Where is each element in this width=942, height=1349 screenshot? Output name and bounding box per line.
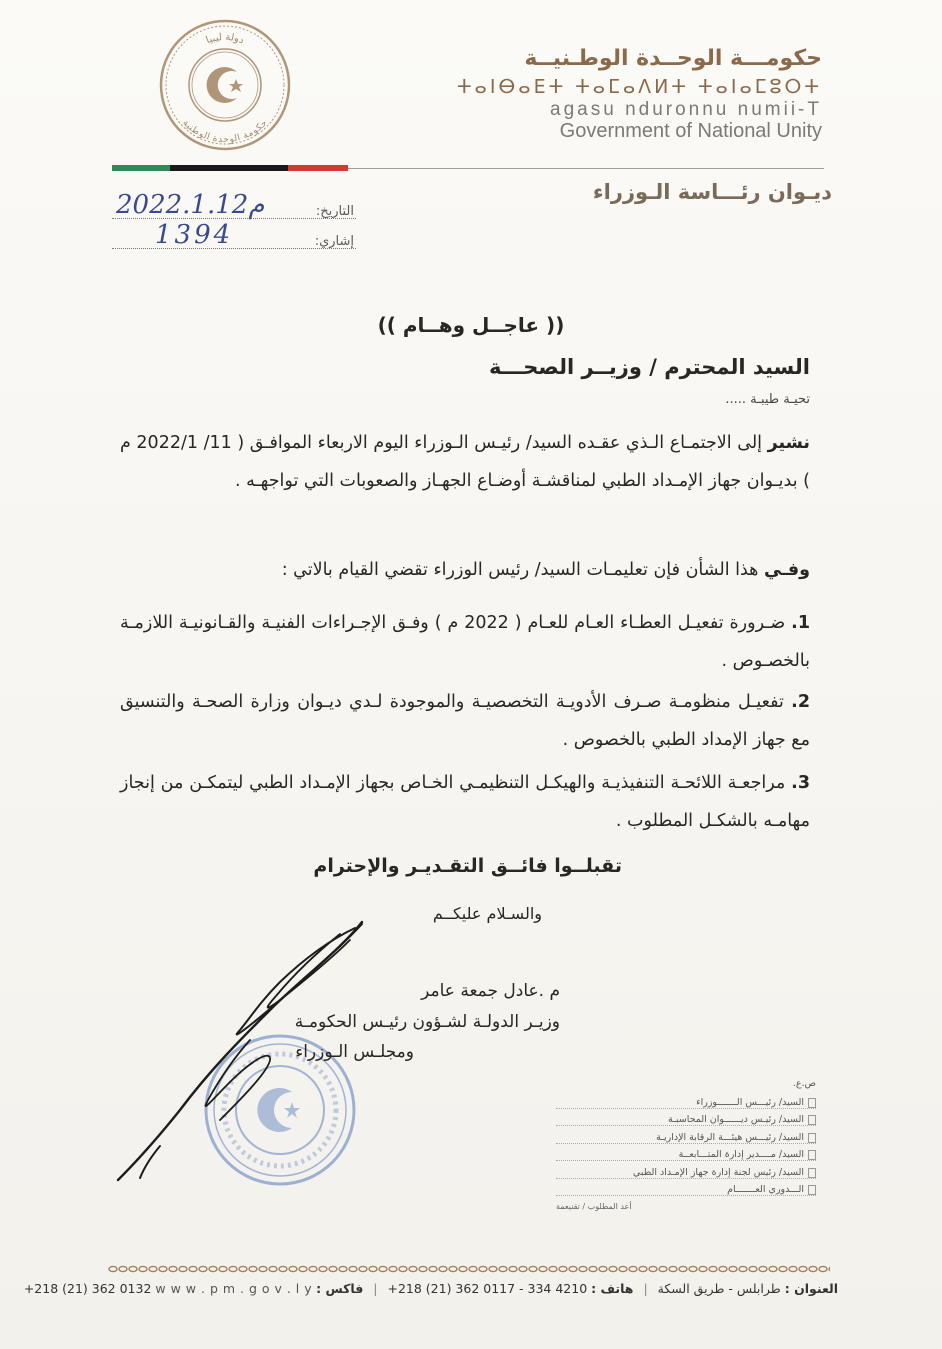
checkbox-icon [808,1098,816,1108]
government-seal-icon [158,18,292,152]
header-english: Government of National Unity [559,120,822,142]
date-value: 2022.1.12م [116,190,265,220]
cc-item: السيد/ رئيس لجنة إدارة جهاز الإمـداد الطبي [556,1162,816,1179]
closing: تقبلــوا فائــق التقـديـر والإحترام [313,855,622,877]
date-label: التاريخ: [315,204,354,219]
footer-separator: | [373,1281,378,1296]
checkbox-icon [808,1150,816,1160]
list-item-3-number: 3. [791,773,810,793]
cc-item: السيد/ رئيـــس هيئـــة الرقابة الإداريـة [556,1127,816,1144]
paragraph-1-lead: نشير [767,433,811,453]
seal-bottom-text: حكومة الوحدة الوطنية [180,118,270,146]
paragraph-2 [120,551,810,589]
greeting: تحيـة طيبـة ..... [725,392,810,407]
footer-fax: +218 (21) 362 0132 [23,1281,152,1296]
header-tifinagh: ⵜⴰⵏⴱⴰⴹⵜ ⵜⴰⵎⴰⴷⵍⵜ ⵜⴰⵏⴰⵎⵓⵔⵜ [456,76,822,98]
list-item-3-text: مراجعـة اللائحـة التنفيذيـة والهيكـل التنظيمـي الخـاص بجهاز الإمـداد الطبي ليتمكـن من إنجاز مهامـه بالشكـل المطلوب . [120,773,810,831]
header-latin-amazigh: agasu nduronnu numii-T [550,99,822,120]
list-item-2-number: 2. [791,692,810,712]
ref-dots [112,248,356,249]
footer-decorative-band [108,1264,830,1274]
checkbox-icon [808,1168,816,1178]
seal-top-text: دولة ليبيا [204,31,246,47]
footer-contact [23,1281,838,1296]
handwritten-signature [100,910,390,1190]
paragraph-1-text: إلى الاجتمـاع الـذي عقـده السيد/ رئيـس الـوزراء اليوم الاربعاء الموافـق ( 11/ 2022/1 م ) بديـوان جهاز الإمـداد الطبي لمناقشـة أوضـاع الجهـاز والصعوبات التي تواجهـه . [120,433,810,491]
paragraph-2-lead: وفـي [763,560,810,580]
footer-phone-label: هاتف : [591,1281,634,1296]
list-item-2-text: تفعيـل منظومـة صـرف الأدويـة التخصصيـة والموجودة لـدي ديـوان وزارة الصحـة والتنسيق مع جهاز الإمداد الطبي بالخصوص . [120,692,810,750]
checkbox-icon [808,1115,816,1125]
cc-item: السيد/ رئيـس ديــــــوان المحاسبـة [556,1110,816,1127]
cc-item: السيد/ مــــدير إدارة المتـــابعــة [556,1145,816,1162]
ref-label: إشاري: [314,234,354,249]
paragraph-1 [120,424,810,500]
cc-list [556,1078,816,1211]
ref-value: 1394 [155,220,234,250]
urgent-heading: (( عاجــل وهــام )) [377,313,565,337]
checkbox-icon [808,1185,816,1195]
header-divider [348,164,824,169]
signatory-title-2: ومجلـس الـوزراء [295,1042,414,1062]
flag-green [112,165,170,171]
salam: والسـلام عليكــم [432,904,542,923]
footer-address: طرابلس - طريق السكة [657,1281,781,1296]
flag-black [170,165,288,171]
flag-bar [112,164,824,172]
list-item-1-number: 1. [791,613,810,633]
cc-title: ص.ع. [792,1078,816,1089]
header-arabic: حكومـــة الوحــدة الوطـنيــة [524,46,822,71]
flag-red [288,165,348,171]
footer-website: w w w . p m . g o v . l y [155,1281,313,1296]
signatory-title: وزيـر الدولـة لشـؤون رئيـس الحكومـة [294,1012,560,1032]
cc-footnote: أعد المطلوب / تقنيعمة [556,1202,632,1211]
checkbox-icon [808,1133,816,1143]
footer-address-label: العنوان : [784,1281,838,1296]
list-item-2 [120,683,810,759]
cc-item: السيد/ رئيـــس الـــــــوزراء [556,1092,816,1109]
list-item-3 [120,764,810,840]
footer-phone: +218 (21) 362 0117 - 334 4210 [387,1281,588,1296]
list-item-1-text: ضـرورة تفعيـل العطـاء العـام للعـام ( 2022 م ) وفـق الإجـراءات الفنيـة والقـانونيـة اللازمـة بالخصـوص . [120,613,810,671]
addressee: السيد المحترم / وزيــر الصحـــة [488,355,810,379]
list-item-1 [120,604,810,680]
footer-separator: | [643,1281,648,1296]
paragraph-2-text: هذا الشأن فإن تعليمـات السيد/ رئيس الوزراء تقضي القيام بالاتي : [281,560,764,580]
svg-text:دولة ليبيا [205,32,246,46]
office-title: ديـوان رئـــاسة الـوزراء [592,180,832,204]
cc-item: الـــدوري العـــــــام [556,1180,816,1197]
footer-fax-label: فاكس : [316,1281,364,1296]
signatory-name: م .عادل جمعة عامر [421,981,560,1001]
